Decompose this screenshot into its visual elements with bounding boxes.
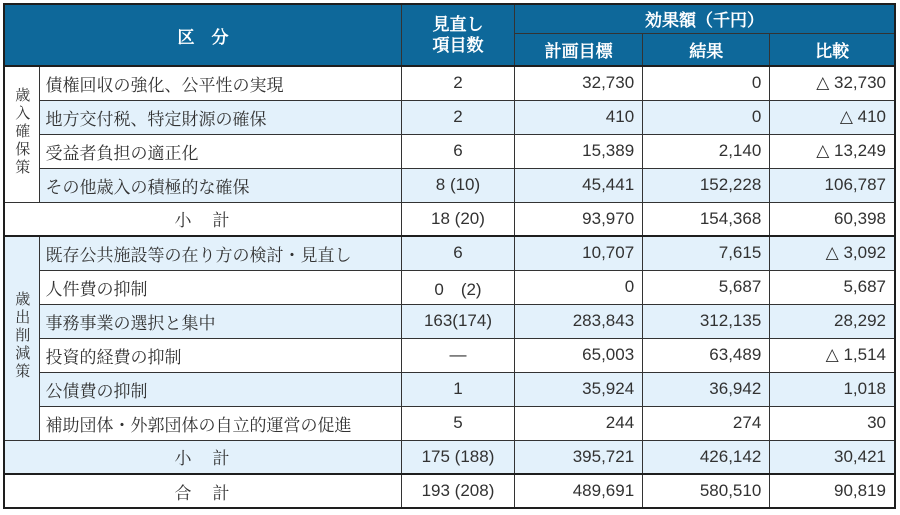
row-plan: 35,924: [515, 372, 643, 406]
row-result: 152,228: [643, 168, 770, 202]
grand-total-row: [4, 474, 895, 508]
row-result: 36,942: [643, 372, 770, 406]
row-compare: 5,687: [770, 270, 895, 304]
row-count: 2: [401, 100, 514, 134]
row-label: 補助団体・外郭団体の自立的運営の促進: [39, 406, 401, 440]
row-label: 債権回収の強化、公平性の実現: [39, 66, 401, 100]
row-compare: 1,018: [770, 372, 895, 406]
row-result: 0: [643, 66, 770, 100]
total-label: 合 計: [4, 474, 401, 508]
header-col-compare: 比較: [770, 33, 895, 66]
row-label: 公債費の抑制: [39, 372, 401, 406]
total-plan: 489,691: [515, 474, 643, 508]
row-count: 6: [401, 236, 514, 270]
row-count: 163(174): [401, 304, 514, 338]
total-count: 193 (208): [401, 474, 514, 508]
group-label-revenue-text: 歳入確保策: [13, 86, 31, 177]
row-count: 6: [401, 134, 514, 168]
subtotal-result: 154,368: [643, 202, 770, 236]
row-plan: 10,707: [515, 236, 643, 270]
row-plan: 244: [515, 406, 643, 440]
row-label: その他歳入の積極的な確保: [39, 168, 401, 202]
subtotal-plan: 395,721: [515, 440, 643, 474]
subtotal-count: 18 (20): [401, 202, 514, 236]
table-row: [4, 100, 895, 134]
table-row: [4, 338, 895, 372]
table-row: [4, 304, 895, 338]
row-label: 投資的経費の抑制: [39, 338, 401, 372]
row-result: 274: [643, 406, 770, 440]
header-review-count-line1: 見直し: [432, 14, 484, 34]
row-compare: △ 3,092: [770, 236, 895, 270]
subtotal-compare: 30,421: [770, 440, 895, 474]
row-result: 5,687: [643, 270, 770, 304]
subtotal-compare: 60,398: [770, 202, 895, 236]
row-compare: 30: [770, 406, 895, 440]
row-compare: △ 32,730: [770, 66, 895, 100]
row-plan: 410: [515, 100, 643, 134]
row-compare: △ 410: [770, 100, 895, 134]
row-result: 2,140: [643, 134, 770, 168]
row-label: 既存公共施設等の在り方の検討・見直し: [39, 236, 401, 270]
group-label-expenditure-text: 歳出削減策: [13, 290, 31, 381]
row-result: 312,135: [643, 304, 770, 338]
header-effect-group: 効果額（千円）: [515, 4, 895, 33]
row-label: 事務事業の選択と集中: [39, 304, 401, 338]
row-result: 63,489: [643, 338, 770, 372]
row-compare: 28,292: [770, 304, 895, 338]
row-count: 0 (2): [401, 270, 514, 304]
table-row: [4, 168, 895, 202]
subtotal-result: 426,142: [643, 440, 770, 474]
row-count: 8 (10): [401, 168, 514, 202]
header-review-count-line2: 項目数: [432, 36, 484, 55]
subtotal-label: 小 計: [4, 440, 401, 474]
table-row: [4, 406, 895, 440]
table-row: [4, 66, 895, 100]
subtotal-row-revenue: [4, 202, 895, 236]
row-result: 7,615: [643, 236, 770, 270]
header-col-result: 結果: [643, 33, 770, 66]
subtotal-label: 小 計: [4, 202, 401, 236]
effect-amount-table: [3, 3, 896, 509]
total-compare: 90,819: [770, 474, 895, 508]
row-count: 2: [401, 66, 514, 100]
subtotal-plan: 93,970: [515, 202, 643, 236]
row-plan: 283,843: [515, 304, 643, 338]
table-row: [4, 134, 895, 168]
row-label: 受益者負担の適正化: [39, 134, 401, 168]
row-count: —: [401, 338, 514, 372]
row-count: 1: [401, 372, 514, 406]
row-plan: 0: [515, 270, 643, 304]
row-label: 地方交付税、特定財源の確保: [39, 100, 401, 134]
row-count: 5: [401, 406, 514, 440]
row-plan: 32,730: [515, 66, 643, 100]
row-compare: △ 13,249: [770, 134, 895, 168]
row-plan: 15,389: [515, 134, 643, 168]
row-compare: 106,787: [770, 168, 895, 202]
group-label-expenditure: [4, 236, 39, 440]
table-row: [4, 372, 895, 406]
header-review-count: [401, 4, 514, 66]
total-result: 580,510: [643, 474, 770, 508]
header-category: 区 分: [4, 4, 401, 66]
row-plan: 45,441: [515, 168, 643, 202]
table-row: [4, 236, 895, 270]
table-row: [4, 270, 895, 304]
row-compare: △ 1,514: [770, 338, 895, 372]
row-plan: 65,003: [515, 338, 643, 372]
subtotal-row-expenditure: [4, 440, 895, 474]
group-label-revenue: [4, 66, 39, 202]
table-header: [4, 4, 895, 66]
row-result: 0: [643, 100, 770, 134]
subtotal-count: 175 (188): [401, 440, 514, 474]
header-col-plan: 計画目標: [515, 33, 643, 66]
row-label: 人件費の抑制: [39, 270, 401, 304]
